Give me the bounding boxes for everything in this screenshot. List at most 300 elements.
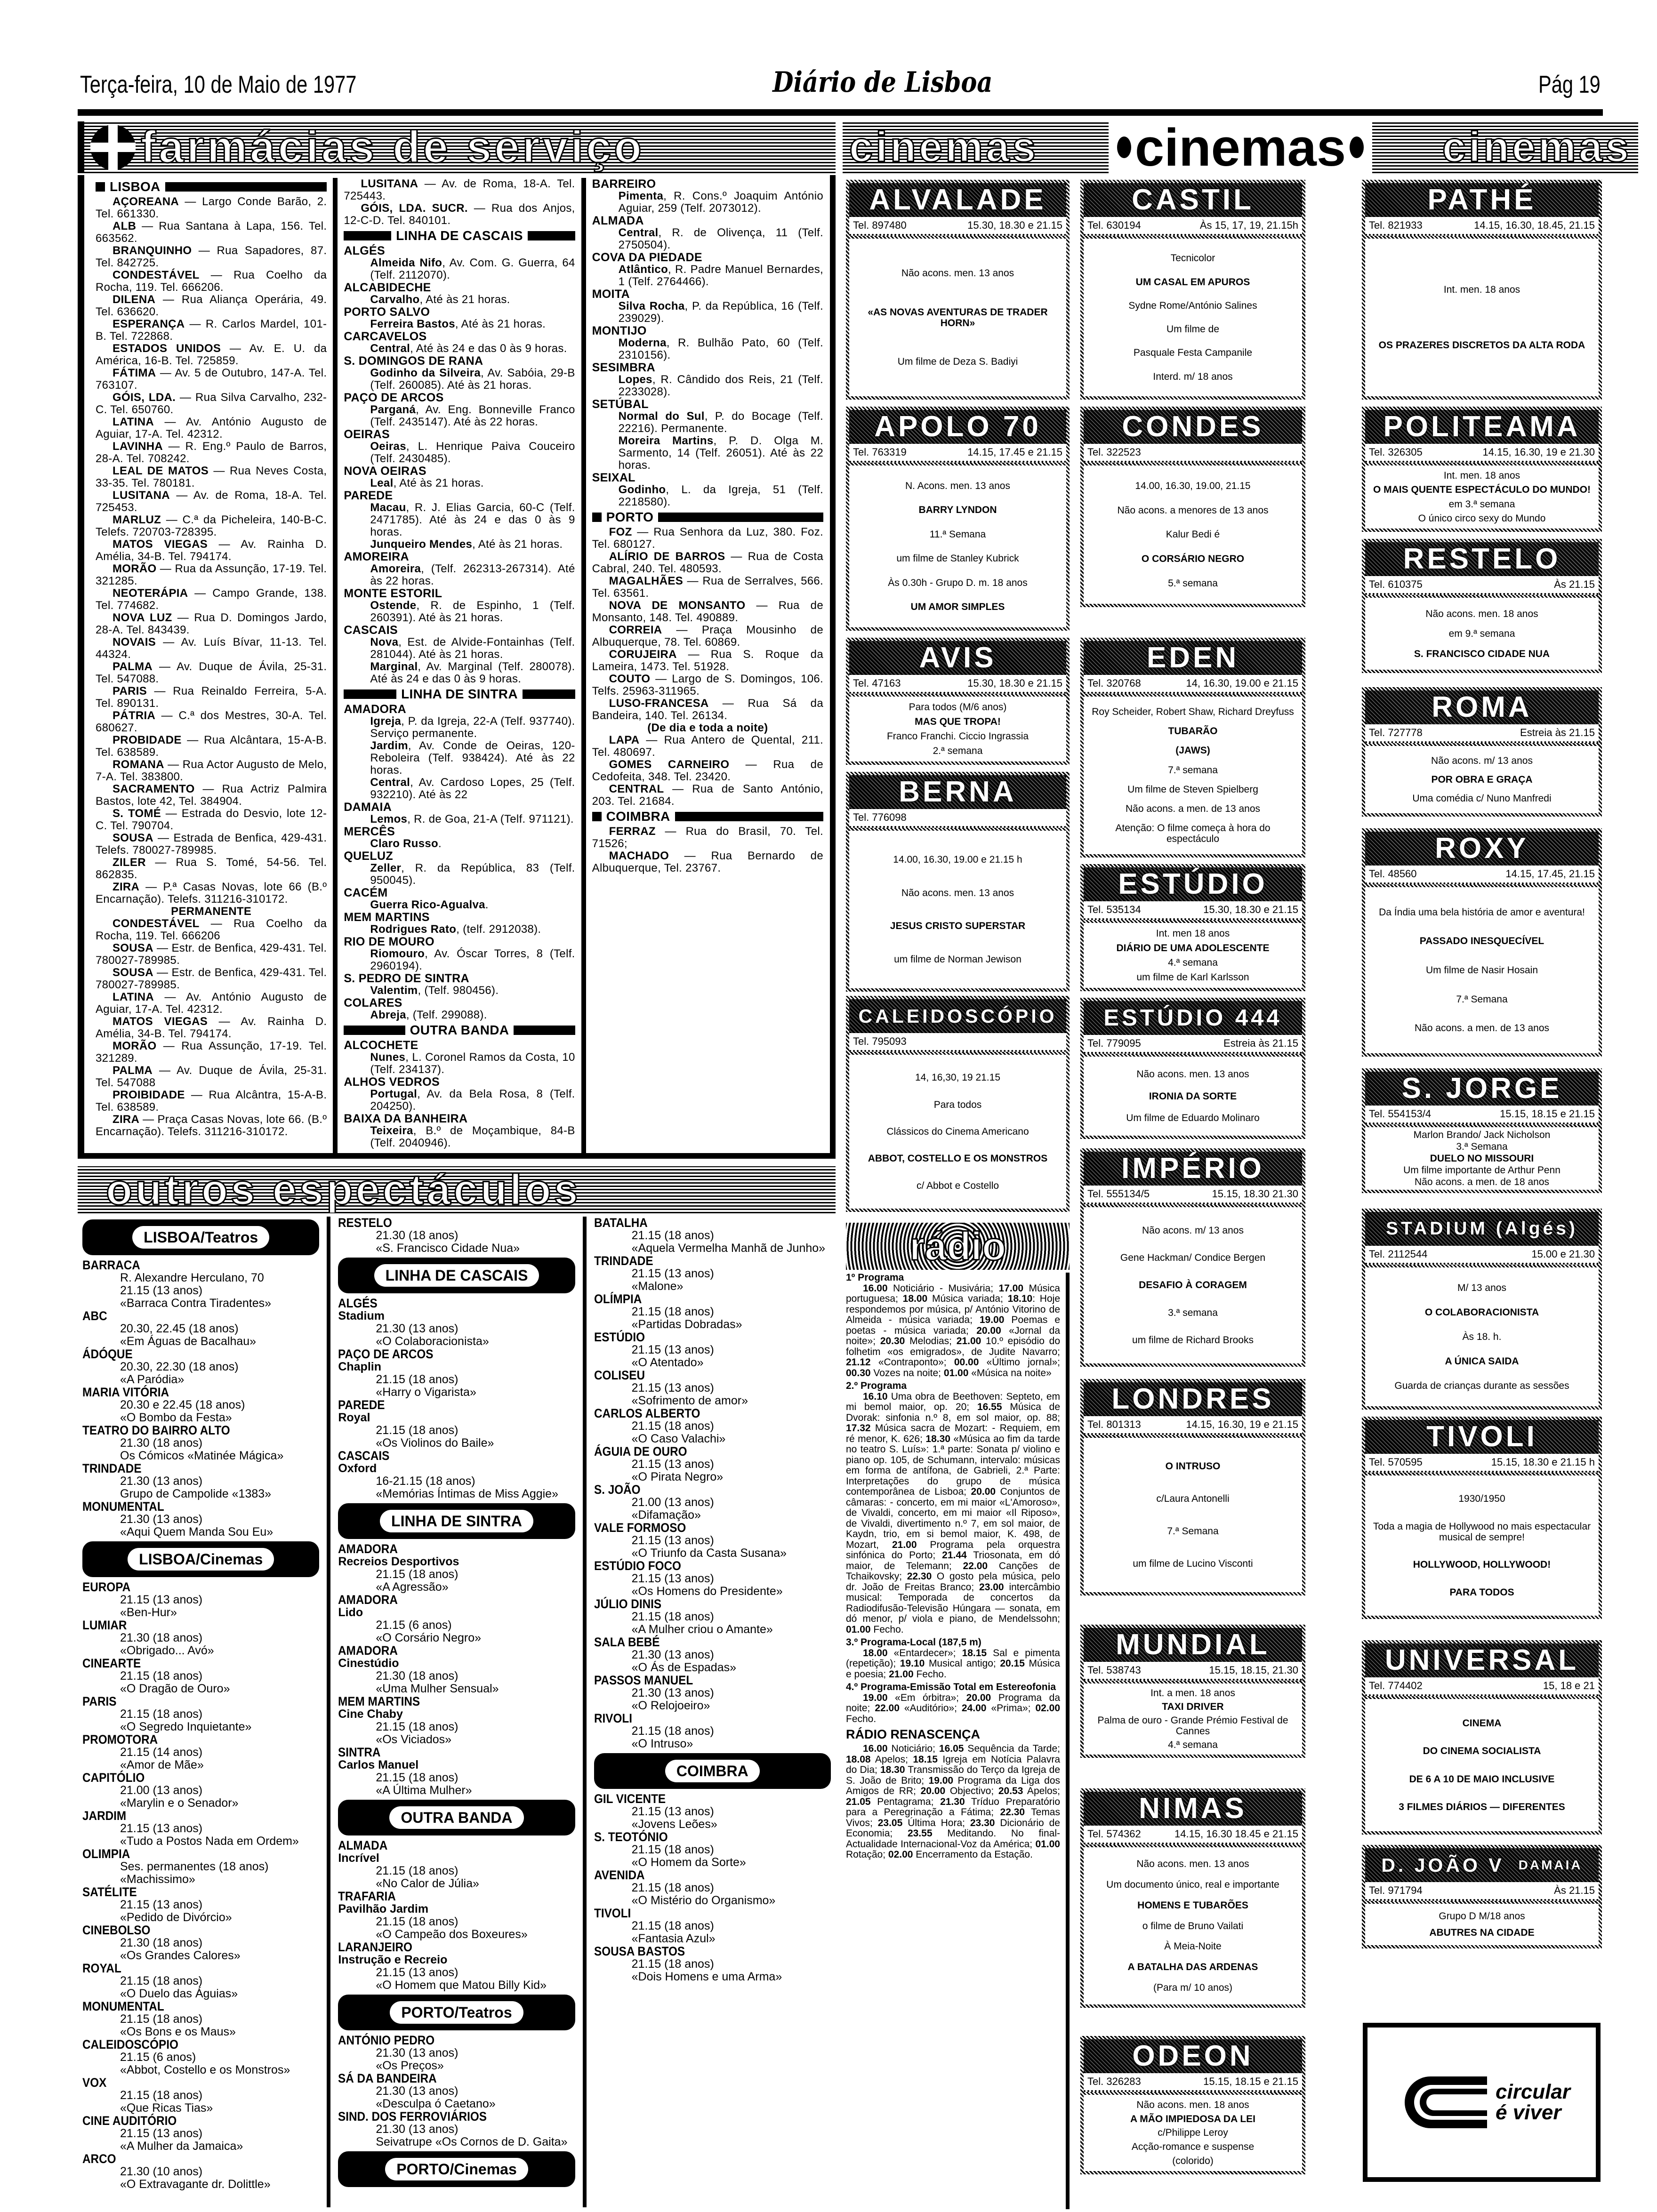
pharmacy-entry: NOVAIS — Av. Luís Bívar, 11-13. Tel. 44324. bbox=[96, 636, 327, 661]
venue-name: S. TEOTÓNIO bbox=[594, 1830, 668, 1844]
show-entry bbox=[594, 1483, 831, 1522]
show-line: 21.30 (18 anos) bbox=[376, 1229, 458, 1242]
show-entry bbox=[594, 1598, 831, 1636]
cinema-phone: Tel. 2112544 bbox=[1369, 1248, 1428, 1260]
show-line: 21.15 (18 anos) bbox=[631, 1881, 714, 1894]
show-line: «Marylin e o Senador» bbox=[120, 1796, 239, 1810]
show-line: «A Mulher da Jamaica» bbox=[120, 2140, 243, 2153]
radio-program-title: 2.º Programa bbox=[846, 1380, 907, 1391]
radio-program-title: 4.º Programa-Emissão Total em Estereofonia bbox=[846, 1682, 1056, 1692]
cinema-info-line: Marlon Brando/ Jack Nicholson bbox=[1413, 1130, 1551, 1140]
pharmacy-name: LATINA bbox=[113, 991, 154, 1003]
cinema-info-line: 1930/1950 bbox=[1458, 1493, 1505, 1505]
venue-name: CINE AUDITÓRIO bbox=[82, 2114, 177, 2128]
show-line: «Tudo a Postos Nada em Ordem» bbox=[120, 1835, 299, 1848]
section-bar bbox=[344, 231, 391, 240]
cinema-info-line: Uma comédia c/ Nuno Manfredi bbox=[1412, 793, 1552, 804]
pharmacy-name: CORREIA bbox=[609, 624, 662, 636]
venue-name: BATALHA bbox=[594, 1217, 648, 1230]
venue-name: SÁ DA BANDEIRA bbox=[338, 2071, 437, 2085]
venue-name: RESTELO bbox=[338, 1217, 393, 1230]
cinema-info-line: Da Índia uma bela história de amor e aventura! bbox=[1379, 906, 1585, 918]
pharmacy-address: P. da Igreja, 22-A (Telf. 937740). Serviço permanente. bbox=[370, 715, 575, 740]
venue-name: AMADORA bbox=[338, 1542, 398, 1556]
show-line: «S. Francisco Cidade Nua» bbox=[376, 1242, 520, 1255]
show-line: «Malone» bbox=[631, 1280, 684, 1293]
cinema-name-text: BERNA bbox=[899, 776, 1017, 808]
cinema-name bbox=[849, 999, 1066, 1033]
pharmacy-address: Rua Santana à Lapa, 156. Tel. 663562. bbox=[96, 220, 327, 245]
show-line: 21.30 (13 anos) bbox=[120, 1475, 203, 1488]
show-entry bbox=[338, 1543, 575, 1594]
pharmacy-entry: FOZ — Rua Senhora da Luz, 380. Foz. Tel. 680127. bbox=[592, 526, 823, 551]
venue-name: SINTRA bbox=[338, 1745, 381, 1759]
show-line: 21.30 (18 anos) bbox=[376, 1669, 458, 1683]
cinema-showtimes: Às 21.15 bbox=[1554, 578, 1595, 590]
pharmacy-name: PROIBIDADE bbox=[113, 1089, 185, 1101]
cinema-phone: Tel. 570595 bbox=[1369, 1456, 1423, 1468]
pharmacy-entry: MORÃO — Rua da Assunção, 17-19. Tel. 321285. bbox=[96, 562, 327, 587]
pharmacy-name: Atlântico bbox=[618, 263, 668, 276]
locality: NOVA OEIRAS bbox=[344, 465, 426, 478]
pharmacy-entry: FERRAZ — Rua do Brasil, 70. Tel. 71526; bbox=[592, 825, 823, 850]
show-entry bbox=[82, 1424, 319, 1462]
cinema-info-line: o filme de Bruno Vailati bbox=[1142, 1920, 1244, 1931]
show-entry bbox=[82, 1924, 319, 1962]
cinema-name-text: LONDRES bbox=[1111, 1383, 1274, 1415]
cinema-info-line: um filme de Stanley Kubrick bbox=[896, 553, 1019, 564]
cinema-showtimes: Estreia às 21.15 bbox=[1223, 1037, 1298, 1049]
film-title: BARRY LYNDON bbox=[918, 505, 997, 516]
film-title: TAXI DRIVER bbox=[1162, 1701, 1224, 1712]
pharmacy-entry: Silva Rocha, P. da República, 16 (Telf. 239029). bbox=[618, 300, 823, 325]
pharmacy-entry: MAGALHÃES — Rua de Serralves, 566. Tel. 63561. bbox=[592, 575, 823, 600]
cinema-info-line: Gene Hackman/ Condice Bergen bbox=[1120, 1252, 1266, 1264]
pharmacy-address: Rua de Costa Cabral, 240. Tel. 480593. bbox=[592, 550, 823, 575]
show-line: 16-21.15 (18 anos) bbox=[376, 1475, 475, 1488]
pharmacy-address: P. do Bocage (Telf. 22216). Permanente. bbox=[618, 410, 823, 435]
locality: OEIRAS bbox=[344, 428, 390, 441]
film-title: POR OBRA E GRAÇA bbox=[1431, 774, 1533, 785]
pharmacy-entry: SOUSA — Estrada de Benfica, 429-431. Telefs. 780027-789985. bbox=[96, 832, 327, 857]
show-line: 21.30 (13 anos) bbox=[376, 2084, 458, 2098]
pharmacy-address: Rua Sá da Bandeira, 140. Tel. 26134. bbox=[592, 697, 823, 722]
show-entry bbox=[594, 1445, 831, 1483]
other-shows-title: outros espectáculos bbox=[106, 1166, 581, 1213]
cinema-phone-row bbox=[1084, 1662, 1302, 1681]
cinema-phone-row bbox=[1084, 444, 1302, 463]
cinema-phone-row bbox=[1365, 444, 1599, 463]
show-line: Seivatrupe «Os Cornos de D. Gaita» bbox=[376, 2135, 568, 2148]
cinema-name-text: AVIS bbox=[919, 641, 997, 674]
show-line: «Barraca Contra Tiradentes» bbox=[120, 1297, 272, 1310]
show-section-title: COIMBRA bbox=[665, 1760, 760, 1782]
locality: MERCÊS bbox=[344, 825, 395, 838]
film-title: PASSADO INESQUECÍVEL bbox=[1419, 936, 1544, 947]
cinema-details bbox=[1365, 1904, 1599, 1945]
cinemas-title bbox=[1109, 121, 1372, 173]
show-line: «Harry o Vigarista» bbox=[376, 1386, 476, 1399]
show-line: Ses. permanentes (18 anos) bbox=[120, 1860, 269, 1873]
cinema-info-line: em 3.ª semana bbox=[1448, 498, 1515, 510]
pharmacy-address: R. Carlos Mardel, 101-B. Tel. 722868. bbox=[96, 318, 327, 343]
radio-program-title: 1º Programa bbox=[846, 1272, 904, 1283]
show-line: «Jovens Leões» bbox=[631, 1818, 717, 1831]
cinema-info-line: Para todos bbox=[933, 1099, 982, 1110]
pharmacy-name: Carvalho bbox=[370, 293, 420, 306]
cinema-name-text: APOLO 70 bbox=[874, 410, 1041, 443]
cinema-details bbox=[1365, 746, 1599, 813]
cinema-info-line: um filme de Karl Karlsson bbox=[1136, 972, 1249, 983]
show-line: 21.15 (18 anos) bbox=[631, 1610, 714, 1623]
show-line: 20.30 e 22.45 (18 anos) bbox=[120, 1398, 245, 1411]
pharmacy-entry: Amoreira, (Telf. 262313-267314). Até às 22 horas. bbox=[370, 562, 575, 587]
pharmacy-name: MATOS VIEGAS bbox=[113, 538, 208, 551]
cinema-info-line: Clássicos do Cinema Americano bbox=[886, 1126, 1029, 1137]
venue-name: VOX bbox=[82, 2076, 107, 2090]
pharmacy-address: Estr. de Benfica, 429-431. Tel. 780027-789985. bbox=[96, 966, 327, 991]
pharmacy-address: R. Eng.º Paulo de Barros, 28-A. Tel. 708242. bbox=[96, 440, 327, 465]
show-line: 21.15 (13 anos) bbox=[631, 1381, 714, 1395]
pharmacy-entry: Igreja, P. da Igreja, 22-A (Telf. 937740). Serviço permanente. bbox=[370, 715, 575, 740]
cinema-name bbox=[1365, 542, 1599, 576]
cinema-name bbox=[1365, 832, 1599, 866]
cinema-name bbox=[1084, 1382, 1302, 1416]
show-line: «O Atentado» bbox=[631, 1356, 704, 1369]
locality: DAMAIA bbox=[344, 801, 392, 814]
venue-name: EUROPA bbox=[82, 1580, 131, 1594]
cinema-name bbox=[1084, 867, 1302, 901]
cinema-info-line: Não acons. a men. de 18 anos bbox=[1414, 1177, 1550, 1187]
film-title: OS PRAZERES DISCRETOS DA ALTA RODA bbox=[1378, 339, 1585, 351]
pharmacy-name: Moderna bbox=[618, 337, 667, 349]
film-title: O COLABORACIONISTA bbox=[1424, 1307, 1539, 1318]
show-line: «No Calor de Júlia» bbox=[376, 1877, 479, 1890]
venue-hall: Instrução e Recreio bbox=[338, 1953, 448, 1966]
cinema-info-line: M/ 13 anos bbox=[1457, 1282, 1506, 1293]
cinema-box bbox=[1362, 407, 1602, 532]
venue-name: AVENIDA bbox=[594, 1868, 645, 1882]
pharmacy-entry: PROIBIDADE — Rua Alcântra, 15-A-B. Tel. 638589. bbox=[96, 1089, 327, 1114]
cinema-box bbox=[1080, 407, 1305, 607]
show-line: «O Corsário Negro» bbox=[376, 1631, 482, 1644]
pharmacy-name: SOUSA bbox=[113, 832, 153, 844]
show-line: 21.30 (18 anos) bbox=[120, 1436, 203, 1450]
pharmacy-address: Rua Bernardo de Albuquerque, Tel. 23767. bbox=[592, 850, 823, 874]
show-line: 21.15 (18 anos) bbox=[376, 1424, 458, 1437]
pharmacy-entry: Ostende, R. de Espinho, 1 (Telf. 260391). Até às 21 horas. bbox=[370, 599, 575, 624]
radio-banner bbox=[846, 1223, 1070, 1270]
cinema-name-text: MUNDIAL bbox=[1116, 1628, 1270, 1661]
show-line: 21.30 (13 anos) bbox=[376, 2123, 458, 2136]
show-entry bbox=[594, 1907, 831, 1945]
cinema-showtimes: 15.30, 18.30 e 21.15 bbox=[1203, 904, 1298, 915]
pharmacy-entry: Ferreira Bastos, Até às 21 horas. bbox=[370, 318, 546, 330]
show-entry bbox=[338, 1839, 575, 1890]
cinema-details bbox=[1084, 697, 1302, 854]
pharmacy-entry: ZIRA — P.ª Casas Novas, lote 66 (B.º Encarnação). Telefs. 311216-310172. bbox=[96, 881, 327, 906]
cinema-phone: Tel. 48560 bbox=[1369, 868, 1417, 880]
pharmacy-name: MARLUZ bbox=[113, 513, 161, 526]
pharmacy-name: LAPA bbox=[609, 734, 640, 746]
cinema-box bbox=[846, 772, 1070, 992]
section-bar bbox=[523, 689, 575, 699]
cinema-showtimes: 14.15, 16.30 18.45 e 21.15 bbox=[1174, 1828, 1298, 1840]
radio-program-schedule: 16.10 Uma obra de Beethoven: Septeto, em mi bemol maior, op. 20; 16.55 Música de Dvorak: sinfonia n.º 8, em sol maior, op. 88; 17.32 Música sacra de Mozart: - Requiem, em ré menor, K. 626; 18.30 «Música ao fim da tarde no teatro S. Luís»: 1.ª parte: Sonata p/ violino e piano op. 105, de Schumann, intervalo: músicas em forma de antífona, de Gabrieli, 2.ª Parte: Interpretações do grupo de música contemporânea de Lisboa; 20.00 Conjuntos de câmaras: - concerto, em mi maior «L'Amoroso», de Vivaldi, concerto, em mi maior «Il Riposo», de Vivaldi, divertimento n.º 7, em sol maior, de Kaydn, trio, em si bemol maior, K. 498, de Mozart, 21.00 Programa pela orquestra sinfónica do Porto; 21.44 Triosonata, em dó maior, de Telemann; 22.00 Canções de Tchaikovsky; 22.30 O gosto pela música, pelo dr. João de Freitas Branco; 23.00 intercâmbio musical: Temporada de concertos da Radiodifusão-Televisão Húngara — sonata, em dó menor, p/ viola e piano, de Mendelssohn; 01.00 Fecho. bbox=[846, 1391, 1061, 1635]
show-section-title: PORTO/Teatros bbox=[390, 2001, 523, 2024]
show-line: 21.15 (18 anos) bbox=[376, 1864, 458, 1877]
locality: QUELUZ bbox=[344, 850, 393, 863]
cinema-box bbox=[1080, 2036, 1305, 2174]
cinema-details bbox=[1365, 465, 1599, 529]
cinema-details bbox=[1084, 923, 1302, 988]
cinema-box bbox=[1362, 1068, 1602, 1193]
pharmacy-name: Central bbox=[370, 342, 410, 355]
cinema-info-line: Acção-romance e suspense bbox=[1131, 2141, 1255, 2153]
cinema-box bbox=[846, 407, 1070, 631]
pharmacy-entry: CONDESTÁVEL — Rua Coelho da Rocha, 119. Tel. 666206 bbox=[96, 917, 327, 942]
pharmacy-entry: ESPERANÇA — R. Carlos Mardel, 101-B. Tel. 722868. bbox=[96, 318, 327, 343]
pharmacy-address: Av. Conde de Oeiras, 120-Reboleira (Telf. 938424). Até às 22 horas. bbox=[370, 739, 575, 777]
cinema-info-line: Para todos (M/6 anos) bbox=[909, 702, 1007, 713]
film-title: «AS NOVAS AVENTURAS DE TRADER HORN» bbox=[868, 306, 1048, 329]
cinema-info-line: 3.ª Semana bbox=[1456, 1141, 1508, 1152]
pharmacy-name: Rodrigues Rato bbox=[370, 923, 457, 936]
pharmacy-entry: PARIS — Rua Reinaldo Ferreira, 5-A. Tel. 890131. bbox=[96, 685, 327, 710]
show-line: 21.15 (18 anos) bbox=[376, 1720, 458, 1733]
venue-name: S. JOÃO bbox=[594, 1483, 641, 1497]
pharmacy-section-header bbox=[344, 687, 575, 702]
cinema-info-line: Às 0.30h - Grupo D. m. 18 anos bbox=[888, 577, 1028, 588]
section-title: COIMBRA bbox=[606, 809, 670, 824]
pharmacy-name: ALB bbox=[113, 220, 137, 232]
show-entry bbox=[82, 1962, 319, 2000]
show-line: 21.15 (18 anos) bbox=[376, 1373, 458, 1386]
show-line: Os Cómicos «Matinée Mágica» bbox=[120, 1449, 284, 1462]
cinema-info-line: c/ Abbot e Costello bbox=[916, 1180, 999, 1191]
show-line: «O Campeão dos Boxeures» bbox=[376, 1928, 528, 1941]
section-bar bbox=[165, 182, 327, 192]
show-line: «Pedido de Divórcio» bbox=[120, 1911, 232, 1924]
pharmacy-address: (telf. 2912038). bbox=[463, 923, 541, 936]
header-rule bbox=[78, 109, 1603, 116]
locality: ALHOS VEDROS bbox=[344, 1075, 440, 1089]
film-title: DUELO NO MISSOURI bbox=[1430, 1153, 1534, 1164]
venue-name: JÚLIO DINIS bbox=[594, 1597, 661, 1611]
pharmacy-address: Largo Conde Barão, 2. Tel. 661330. bbox=[96, 195, 327, 220]
show-line: «Fantasia Azul» bbox=[631, 1932, 716, 1945]
film-title: TUBARÃO bbox=[1168, 726, 1218, 737]
pharmacy-entry: LUSO-FRANCESA — Rua Sá da Bandeira, 140. Tel. 26134. bbox=[592, 697, 823, 722]
show-section-header bbox=[82, 1219, 319, 1255]
pharmacy-entry: Nunes, L. Coronel Ramos da Costa, 10 (Telf. 234137). bbox=[370, 1051, 575, 1076]
section-title: LISBOA bbox=[110, 179, 161, 194]
venue-name: TIVOLI bbox=[594, 1906, 631, 1920]
show-line: «O Homem da Sorte» bbox=[631, 1856, 746, 1869]
pharmacy-name: Marginal bbox=[370, 660, 418, 673]
venue-name: ANTÓNIO PEDRO bbox=[338, 2033, 435, 2047]
pharmacy-entry: Macau, R. J. Elias Garcia, 60-C (Telf. 2471785). Até às 24 e das 0 às 9 horas. bbox=[370, 501, 575, 538]
show-entry bbox=[594, 1712, 831, 1750]
cinema-name-text: CONDES bbox=[1122, 410, 1264, 443]
pharmacy-name: Riomouro bbox=[370, 947, 425, 960]
venue-name: TEATRO DO BAIRRO ALTO bbox=[82, 1423, 230, 1437]
show-line: 21.15 (18 anos) bbox=[631, 1919, 714, 1932]
venue-name: MONUMENTAL bbox=[82, 1999, 164, 2013]
pharmacy-address: Av. Rainha D. Amélia, 34-B. Tel. 794174. bbox=[96, 538, 327, 563]
pharmacy-address: Rua Senhora da Luz, 380. Foz. Tel. 680127. bbox=[592, 526, 823, 551]
other-shows-banner bbox=[78, 1166, 836, 1213]
cinema-details bbox=[849, 831, 1066, 988]
venue-name: PROMOTORA bbox=[82, 1732, 158, 1747]
cinema-name bbox=[849, 641, 1066, 675]
show-line: 21.15 (13 anos) bbox=[631, 1572, 714, 1585]
pharmacy-entry: CONDESTÁVEL — Rua Coelho da Rocha, 119. Tel. 666206. bbox=[96, 269, 327, 294]
pharmacy-entry: Abreja, (Telf. 299088). bbox=[370, 1009, 487, 1021]
show-line: «Os Homens do Presidente» bbox=[631, 1585, 783, 1598]
pharmacy-address: Av. António Augusto de Aguiar, 17-A. Tel. 42312. bbox=[96, 991, 327, 1016]
locality: PORTO SALVO bbox=[344, 305, 430, 319]
pharmacy-address: C.ª dos Mestres, 30-A. Tel. 680627. bbox=[96, 709, 327, 734]
cinema-phone: Tel. 538743 bbox=[1087, 1664, 1141, 1676]
radio-program-title: RÁDIO RENASCENÇA bbox=[846, 1727, 981, 1741]
venue-name: CALEIDOSCÓPIO bbox=[82, 2037, 178, 2052]
cinema-info-line: Um filme de Eduardo Molinaro bbox=[1126, 1112, 1260, 1123]
pharmacy-entry: GOMES CARNEIRO — Rua de Cedofeita, 348. Tel. 23420. bbox=[592, 758, 823, 783]
locality: ALCABIDECHE bbox=[344, 281, 431, 294]
pharmacy-entry: MARLUZ — C.ª da Picheleira, 140-B-C. Telefs. 720703-728395. bbox=[96, 513, 327, 538]
venue-name: ALGÉS bbox=[338, 1296, 378, 1310]
cinema-details bbox=[849, 1055, 1066, 1209]
section-marker bbox=[592, 513, 602, 522]
pharmacy-address: (Telf. 980456). bbox=[424, 984, 499, 997]
pharmacy-address: Rua Coelho da Rocha, 119. Tel. 666206. bbox=[96, 269, 327, 294]
pharmacy-entry: Valentim, (Telf. 980456). bbox=[370, 984, 499, 997]
section-bar bbox=[514, 1026, 575, 1035]
cinema-name bbox=[1084, 2039, 1302, 2073]
pharmacy-address: Estr. de Benfica, 429-431. Tel. 780027-789985. bbox=[96, 942, 327, 967]
cinemas-banner bbox=[843, 121, 1638, 173]
pharmacy-address: Av. Duque de Ávila, 25-31. Tel. 547088. bbox=[96, 660, 327, 685]
cinema-name bbox=[1365, 1212, 1599, 1246]
show-line: 21.15 (18 anos) bbox=[631, 1843, 714, 1856]
film-title: A MÃO IMPIEDOSA DA LEI bbox=[1130, 2113, 1255, 2124]
pharmacy-address: R. de Espinho, 1 (Telf. 260391). Até às 21 horas. bbox=[370, 599, 575, 624]
cinema-box bbox=[846, 638, 1070, 765]
cinema-box bbox=[846, 180, 1070, 400]
cinemas-title-text: cinemas bbox=[1134, 121, 1346, 173]
locality: S. PEDRO DE SINTRA bbox=[344, 972, 469, 985]
film-title: O CORSÁRIO NEGRO bbox=[1141, 553, 1245, 565]
show-line: «Dois Homens e uma Arma» bbox=[631, 1970, 782, 1983]
show-line: 21.15 (18 anos) bbox=[120, 1707, 203, 1721]
show-entry bbox=[82, 1310, 319, 1348]
pharmacy-section-header bbox=[96, 179, 327, 194]
show-line: 21.30 (13 anos) bbox=[376, 2046, 458, 2060]
pharmacy-cross-icon bbox=[89, 123, 137, 171]
pharmacy-address: Rua Neves Costa, 33-35. Tel. 780181. bbox=[96, 465, 327, 489]
show-entry bbox=[594, 1255, 831, 1293]
film-title: PARA TODOS bbox=[1449, 1587, 1514, 1598]
cinema-name-text: STADIUM (Algés) bbox=[1386, 1218, 1578, 1239]
cinema-info-line: À Meia-Noite bbox=[1164, 1941, 1222, 1952]
pharmacy-name: Nova bbox=[370, 636, 399, 649]
venue-name: PARIS bbox=[82, 1694, 117, 1708]
cinema-phone: Tel. 821933 bbox=[1369, 219, 1423, 231]
radio-schedule bbox=[846, 1273, 1070, 2209]
pharmacy-entry: Godinho, L. da Igreja, 51 (Telf. 2218580). bbox=[618, 483, 823, 508]
show-entry bbox=[82, 1886, 319, 1924]
cinema-showtimes: Às 21.15 bbox=[1554, 1884, 1595, 1896]
pharmacies-list bbox=[78, 175, 836, 1159]
cinema-details bbox=[1084, 1438, 1302, 1592]
show-line: 21.30 (13 anos) bbox=[631, 1648, 714, 1661]
locality: ALGÉS bbox=[344, 244, 385, 257]
pharmacy-name: Teixeira bbox=[370, 1124, 413, 1137]
cinema-name-text: PATHÉ bbox=[1427, 184, 1536, 216]
pharmacy-name: CONDESTÁVEL bbox=[113, 917, 200, 930]
cinema-phone-row bbox=[849, 217, 1066, 236]
pharmacy-name: ESPERANÇA bbox=[113, 318, 185, 330]
locality: MEM MARTINS bbox=[344, 911, 430, 924]
cinema-info-line: (Para m/ 10 anos) bbox=[1153, 1982, 1233, 1994]
pharmacy-entry: GÓIS, LDA. SUCR. — Rua dos Anjos, 12-C-D. Tel. 840101. bbox=[344, 202, 575, 227]
radio-program-schedule: 16.00 Noticiário - Musivária; 17.00 Música portuguesa; 18.00 Música variada; 18.10: Hoje respondemos por música, p/ António Vitorino de Almeida - música variada; 19.00 Poemas e poetas - música variada; 20.00 «Jornal da noite»; 20.30 Melodias; 21.00 10.º episódio do folhetim «os emigrados», de Judite Navarro; 21.12 «Contraponto»; 00.00 «Último jornal»; 00.30 Vozes na noite; 01.00 «Música na noite» bbox=[846, 1282, 1061, 1378]
cinema-details bbox=[849, 697, 1066, 761]
venue-name: VALE FORMOSO bbox=[594, 1521, 686, 1535]
pharmacy-entry: SOUSA — Estr. de Benfica, 429-431. Tel. 780027-789985. bbox=[96, 966, 327, 991]
show-line: 21.15 (18 anos) bbox=[120, 1974, 203, 1988]
circular-logo-icon bbox=[1393, 2067, 1492, 2138]
pharmacy-name: PROBIDADE bbox=[113, 734, 182, 746]
show-line: 21.00 (13 anos) bbox=[631, 1496, 714, 1509]
cinema-name bbox=[849, 410, 1066, 444]
show-line: 21.15 (18 anos) bbox=[376, 1568, 458, 1581]
cinema-box bbox=[1362, 1845, 1602, 1948]
locality: BARREIRO bbox=[592, 177, 656, 191]
show-line: «O Extravagante dr. Dolittle» bbox=[120, 2178, 271, 2191]
pharmacy-entry: MATOS VIEGAS — Av. Rainha D. Amélia, 34-B. Tel. 794174. bbox=[96, 538, 327, 563]
locality: COVA DA PIEDADE bbox=[592, 251, 702, 264]
show-line: «O Caso Valachi» bbox=[631, 1432, 726, 1445]
cinema-details bbox=[1365, 1267, 1599, 1406]
pharmacy-name: LUSO-FRANCESA bbox=[609, 697, 709, 710]
show-entry bbox=[82, 1581, 319, 1619]
section-title: LINHA DE SINTRA bbox=[401, 687, 518, 701]
show-entry bbox=[82, 2000, 319, 2038]
pharmacy-name: ZILER bbox=[113, 856, 146, 869]
pharmacy-name: Godinho bbox=[618, 483, 666, 496]
pharmacy-entry: NOVA DE MONSANTO — Rua de Monsanto, 148. Tel. 490889. bbox=[592, 599, 823, 624]
pharmacy-name: Portugal bbox=[370, 1088, 418, 1100]
locality: PAÇO DE ARCOS bbox=[344, 391, 444, 404]
pharmacy-address: P. da República, 16 (Telf. 239029). bbox=[618, 300, 823, 325]
show-line: 21.15 (13 anos) bbox=[120, 1822, 203, 1835]
other-shows-list bbox=[78, 1217, 836, 2207]
cinema-info-line: Não acons. men. 18 anos bbox=[1136, 2099, 1249, 2110]
show-line: «A Última Mulher» bbox=[376, 1784, 472, 1797]
cinema-phone: Tel. 610375 bbox=[1369, 578, 1423, 590]
pharmacy-name: FOZ bbox=[609, 526, 632, 538]
venue-name: MARIA VITÓRIA bbox=[82, 1385, 169, 1399]
cinema-box bbox=[1362, 1640, 1602, 1835]
venue-name: GIL VICENTE bbox=[594, 1792, 666, 1806]
cinema-phone-row bbox=[1365, 1106, 1599, 1124]
film-title: MAS QUE TROPA! bbox=[915, 716, 1001, 727]
pharmacy-name: MATOS VIEGAS bbox=[113, 1015, 208, 1028]
cinema-info-line: Um filme importante de Arthur Penn bbox=[1403, 1165, 1560, 1176]
cinema-showtimes: 15.15, 18.30 21.30 bbox=[1212, 1188, 1298, 1200]
